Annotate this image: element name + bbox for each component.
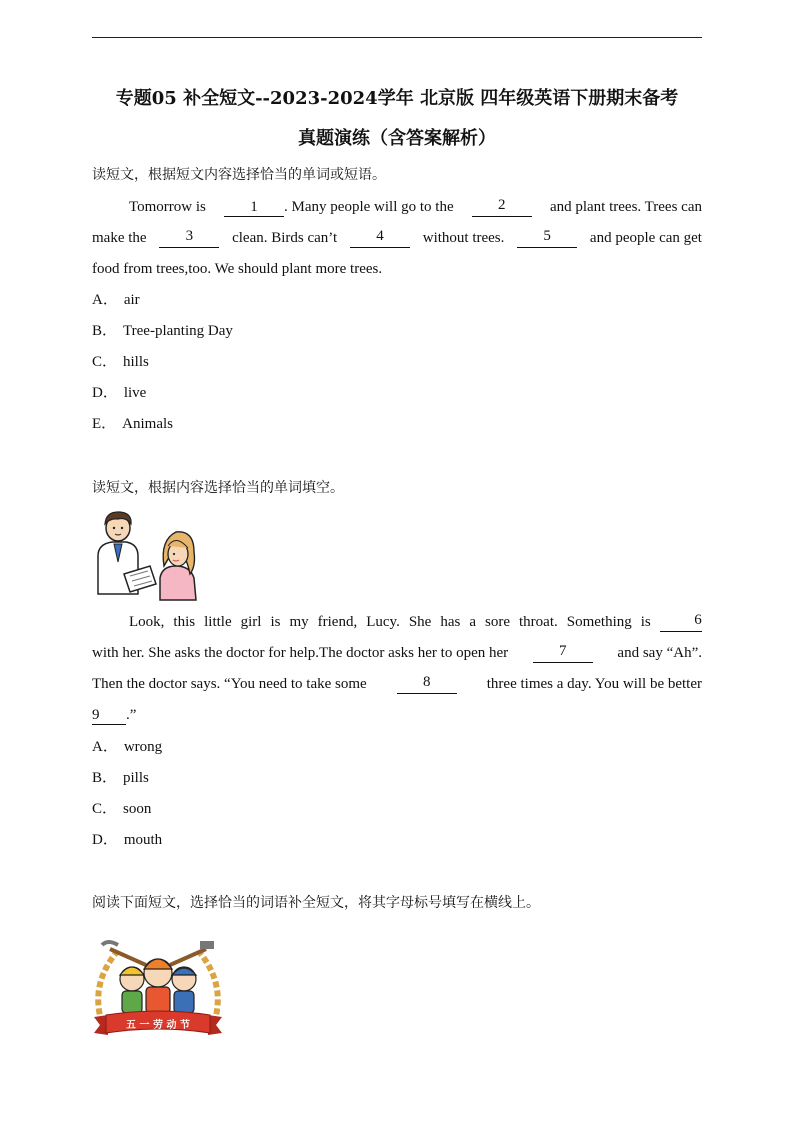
text-segment: and people can get (589, 230, 702, 246)
blank-4: 4 (350, 228, 410, 248)
text-segment: without trees. (422, 230, 505, 246)
word: this (173, 614, 196, 630)
option-letter: C． (92, 801, 118, 817)
option-e (92, 414, 702, 434)
section3-instruction: 阅读下面短文，选择恰当的词语补全短文，将其字母标号填写在横线上。 (92, 895, 540, 911)
option-letter: E． (92, 416, 117, 432)
text-segment: three times a day. You will be better (486, 676, 702, 692)
section2-passage-line1 (129, 612, 702, 632)
page-title-line1: 专题05 补全短文--2023-2024学年 北京版 四年级英语下册期末备考 (115, 88, 679, 109)
header-rule (92, 37, 702, 38)
option-text: air (123, 292, 140, 308)
section2-passage-line2 (92, 643, 702, 663)
text-segment: make the (92, 230, 147, 246)
blank-2: 2 (472, 197, 532, 217)
section2-passage-line3 (92, 674, 702, 694)
word: has (440, 614, 461, 630)
word: throat. (519, 614, 558, 630)
blank-7: 7 (533, 643, 593, 663)
option-text: mouth (123, 832, 163, 848)
option-text: wrong (123, 739, 163, 755)
word: my (289, 614, 309, 630)
text-segment: and say “Ah”. (617, 645, 702, 661)
option-text: live (123, 385, 147, 401)
option-b (92, 768, 702, 788)
word: girl (240, 614, 262, 630)
option-letter: D． (92, 832, 118, 848)
option-c (92, 799, 702, 819)
blank-3: 3 (159, 228, 219, 248)
option-d (92, 383, 702, 403)
blank-9: 9 (92, 707, 126, 725)
word: a (469, 614, 476, 630)
labor-day-emblem-illustration (88, 935, 228, 1040)
word: Lucy. (366, 614, 400, 630)
word: little (204, 614, 232, 630)
word: is (270, 614, 281, 630)
section1-passage-line2 (92, 228, 702, 248)
word: friend, (317, 614, 358, 630)
emblem-banner-text: 五 一 劳 动 节 (126, 1020, 190, 1031)
word: Look, (129, 614, 165, 630)
text-segment: .” (126, 707, 137, 723)
text-segment: Then the doctor says. “You need to take some (92, 676, 367, 692)
page-title-line2: 真题演练（含答案解析） (298, 128, 496, 149)
option-letter: B． (92, 323, 118, 339)
word: Something (566, 614, 632, 630)
section2-passage-line4 (92, 705, 702, 725)
section1-instruction: 读短文，根据短文内容选择恰当的单词或短语。 (92, 167, 386, 183)
text-segment: Tomorrow is (129, 199, 206, 215)
option-text: soon (123, 801, 152, 817)
option-a (92, 290, 702, 310)
doctor-and-girl-illustration (90, 504, 202, 602)
text-segment: and plant trees. Trees can (549, 199, 702, 215)
word: sore (485, 614, 510, 630)
option-letter: A． (92, 739, 118, 755)
text-segment: with her. She asks the doctor for help.The doctor asks her to open her (92, 645, 509, 661)
section1-passage-line1 (129, 197, 702, 217)
text-segment: . Many people will go to the (284, 199, 454, 215)
blank-5: 5 (517, 228, 577, 248)
option-text: pills (123, 770, 149, 786)
option-a (92, 737, 702, 757)
option-letter: D． (92, 385, 118, 401)
text-segment: clean. Birds can’t (232, 230, 338, 246)
blank-6: 6 (660, 612, 702, 632)
option-d (92, 830, 702, 850)
section1-passage-line3: food from trees,too. We should plant more trees. (92, 261, 383, 277)
option-text: Animals (122, 416, 174, 432)
option-letter: A． (92, 292, 118, 308)
option-text: Tree-planting Day (123, 323, 233, 339)
option-letter: B． (92, 770, 118, 786)
section2-instruction: 读短文，根据内容选择恰当的单词填空。 (92, 480, 344, 496)
option-b (92, 321, 702, 341)
blank-8: 8 (397, 674, 457, 694)
option-letter: C． (92, 354, 118, 370)
option-text: hills (123, 354, 149, 370)
option-c (92, 352, 702, 372)
blank-1: 1 (224, 199, 284, 217)
word: She (408, 614, 432, 630)
word: is (640, 614, 651, 630)
